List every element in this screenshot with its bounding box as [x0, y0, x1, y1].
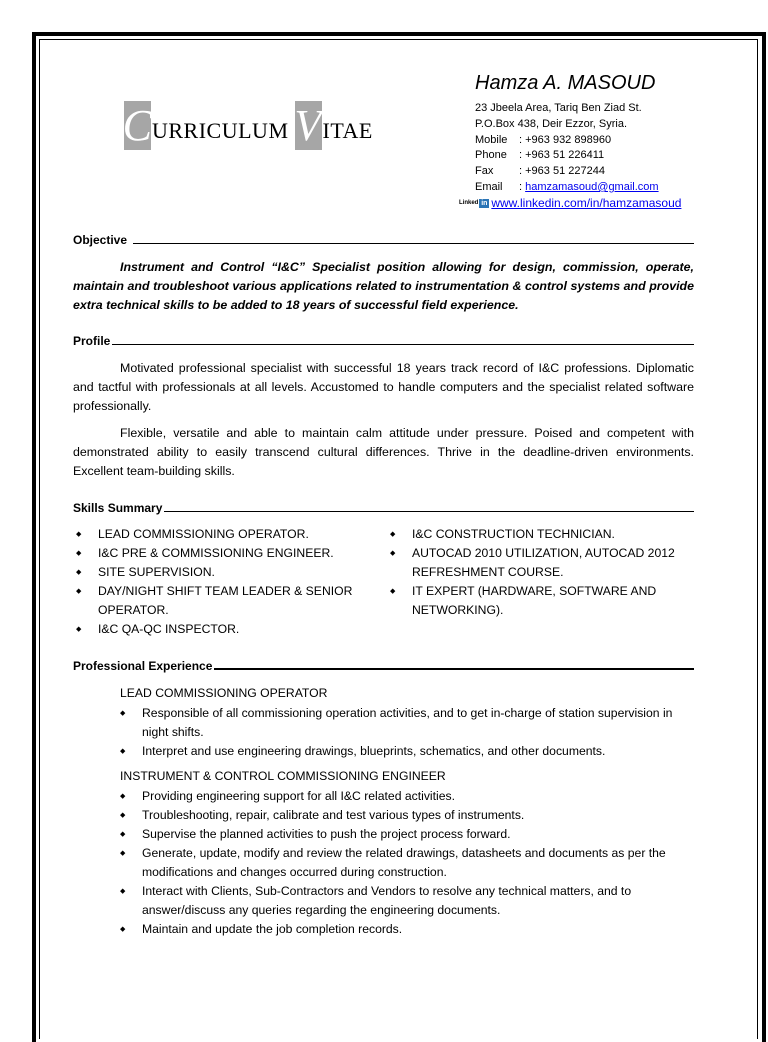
cv-title-word-1: URRICULUM — [152, 118, 289, 143]
linkedin-link[interactable]: www.linkedin.com/in/hamzamasoud — [491, 196, 682, 210]
email-row — [475, 180, 659, 196]
skill-item: ◆ I&C CONSTRUCTION TECHNICIAN. — [387, 525, 687, 544]
fax-value: : +963 51 227244 — [519, 165, 605, 178]
skills-list-right — [387, 525, 687, 620]
skill-item: ◆ IT EXPERT (HARDWARE, SOFTWARE AND NETWORKING). — [387, 582, 687, 620]
skill-item: ◆ SITE SUPERVISION. — [73, 563, 378, 582]
mobile-row — [475, 133, 659, 149]
skill-item: ◆ LEAD COMMISSIONING OPERATOR. — [73, 525, 378, 544]
objective-heading: Objective — [73, 233, 128, 247]
skills-list-left — [73, 525, 378, 639]
profile-paragraph-1: Motivated professional specialist with successful 18 years track record of I&C professions. Diplomatic and tactful with professionals at all levels. Accustomed to handle computers and the specialist related software professionally. — [73, 361, 694, 413]
address-line-2: P.O.Box 438, Deir Ezzor, Syria. — [475, 117, 628, 130]
experience-heading: Professional Experience — [73, 659, 213, 673]
mobile-label: Mobile — [475, 133, 508, 146]
skills-heading-row — [73, 501, 694, 515]
skills-rule — [164, 510, 694, 512]
objective-text: Instrument and Control “I&C” Specialist position allowing for design, commission, operate, maintain and troubleshoot various applications related to instrumentation & control systems and provide extra technical skills to be added to 18 years of successful field experience. — [73, 260, 694, 312]
phone-label: Phone — [475, 149, 507, 162]
duty-item: ◆ Providing engineering support for all I&C related activities. — [117, 787, 692, 806]
profile-paragraph-2: Flexible, versatile and able to maintain calm attitude under pressure. Poised and competent with demonstrated ability to easily transcend cultural differences. Thrive in the deadline-driven environments. Excellent team-building skills. — [73, 426, 694, 478]
duty-item: ◆ Troubleshooting, repair, calibrate and test various types of instruments. — [117, 806, 692, 825]
email-link[interactable]: hamzamasoud@gmail.com — [525, 180, 659, 193]
email-colon: : — [519, 180, 526, 193]
job-2-title: INSTRUMENT & CONTROL COMMISSIONING ENGINEER — [120, 769, 446, 783]
duty-item: ◆ Generate, update, modify and review the related drawings, datasheets and documents as per the modifications and changes occurred during construction. — [117, 844, 692, 882]
candidate-name: Hamza A. MASOUD — [475, 72, 656, 94]
linkedin-row — [459, 196, 681, 210]
experience-rule — [214, 667, 694, 670]
fax-row — [475, 164, 659, 180]
duty-item: ◆ Responsible of all commissioning operation activities, and to get in-charge of station supervision in night shifts. — [117, 704, 692, 742]
profile-rule — [112, 343, 694, 345]
profile-heading-row — [73, 334, 694, 348]
linkedin-icon: in — [481, 199, 488, 207]
cv-title — [124, 100, 379, 150]
mobile-value: : +963 932 898960 — [519, 133, 612, 146]
skill-item: ◆ I&C PRE & COMMISSIONING ENGINEER. — [73, 544, 378, 563]
job-2-duties — [117, 787, 692, 939]
job-1-title: LEAD COMMISSIONING OPERATOR — [120, 686, 328, 700]
job-1-duties — [117, 704, 692, 761]
skills-heading: Skills Summary — [73, 501, 163, 515]
linkedin-logo-text: Linked — [459, 200, 479, 206]
skill-item: ◆ AUTOCAD 2010 UTILIZATION, AUTOCAD 2012 REFRESHMENT COURSE. — [387, 544, 687, 582]
skill-item: ◆ I&C QA-QC INSPECTOR. — [73, 620, 378, 639]
phone-row — [475, 148, 659, 164]
contact-block — [475, 101, 659, 196]
cv-title-word-2: ITAE — [322, 118, 373, 143]
address-line-1: 23 Jbeela Area, Tariq Ben Ziad St. — [475, 102, 642, 114]
duty-item: ◆ Interpret and use engineering drawings, blueprints, schematics, and other documents. — [117, 742, 692, 761]
experience-heading-row — [73, 659, 694, 673]
duty-item: ◆ Interact with Clients, Sub-Contractors and Vendors to resolve any technical matters, and to answer/discuss any queries regarding the engineering documents. — [117, 882, 692, 920]
cv-title-initial-v: V — [294, 100, 322, 150]
objective-heading-row — [73, 233, 694, 247]
duty-item: ◆ Maintain and update the job completion records. — [117, 920, 692, 939]
phone-value: : +963 51 226411 — [519, 149, 605, 162]
fax-label: Fax — [475, 165, 494, 178]
cv-title-initial-c: C — [122, 100, 153, 150]
objective-rule — [133, 242, 694, 244]
profile-heading: Profile — [73, 334, 111, 348]
duty-item: ◆ Supervise the planned activities to push the project process forward. — [117, 825, 692, 844]
email-label: Email — [475, 180, 503, 193]
skill-item: ◆ DAY/NIGHT SHIFT TEAM LEADER & SENIOR OPERATOR. — [73, 582, 378, 620]
